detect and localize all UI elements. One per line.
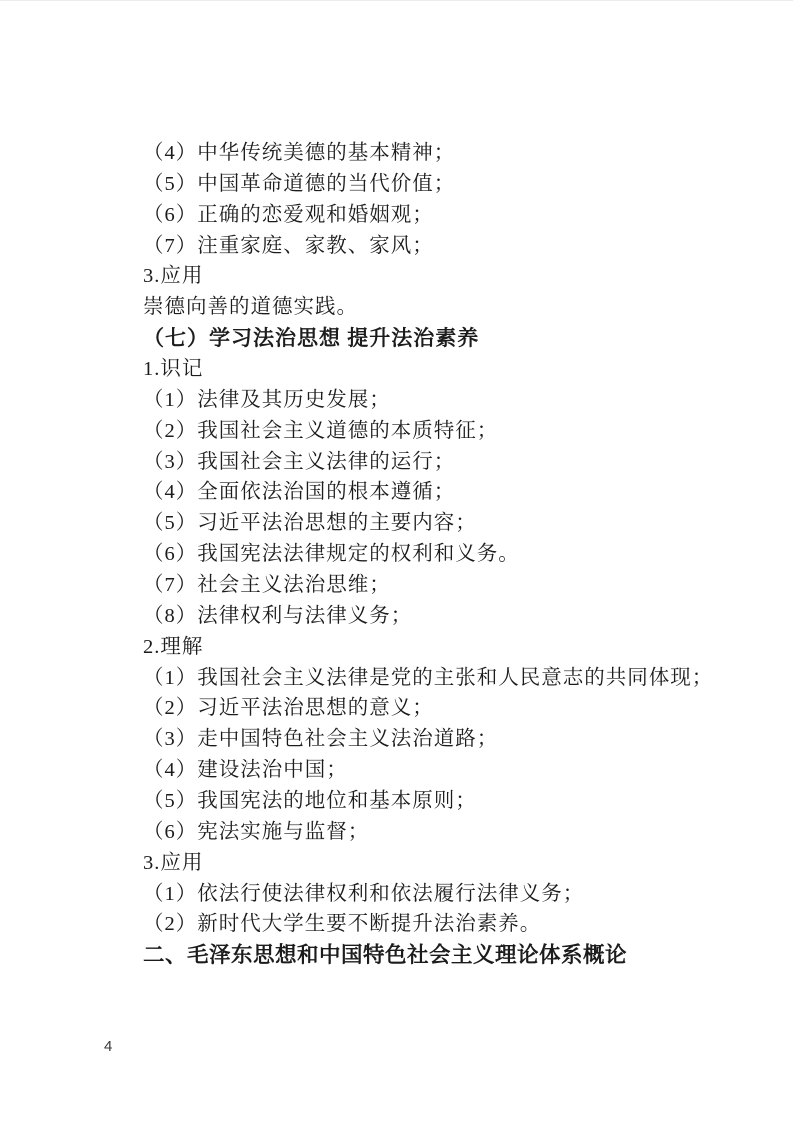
list-item: （2）新时代大学生要不断提升法治素养。: [143, 913, 542, 936]
text-line: 崇德向善的道德实践。: [143, 296, 358, 319]
list-item: （5）习近平法治思想的主要内容；: [143, 512, 477, 535]
subsection-heading: （七）学习法治思想 提升法治素养: [143, 326, 480, 351]
list-item: （8）法律权利与法律义务；: [143, 604, 413, 627]
list-item: （2）习近平法治思想的意义；: [143, 697, 434, 720]
list-item: （4）全面依法治国的根本遵循；: [143, 481, 456, 504]
list-item: （6）正确的恋爱观和婚姻观；: [143, 203, 434, 226]
list-item: （1）我国社会主义法律是党的主张和人民意志的共同体现；: [143, 666, 714, 689]
list-item: 1.识记: [143, 358, 204, 381]
list-item: （4）建设法治中国；: [143, 759, 348, 782]
list-item: （3）走中国特色社会主义法治道路；: [143, 728, 499, 751]
list-item: （7）社会主义法治思维；: [143, 574, 391, 597]
page-number: 4: [104, 1038, 113, 1055]
list-item: （5）我国宪法的地位和基本原则；: [143, 790, 477, 813]
list-item: （1）法律及其历史发展；: [143, 388, 391, 411]
list-item: （4）中华传统美德的基本精神；: [143, 142, 456, 164]
list-item: （6）宪法实施与监督；: [143, 820, 370, 843]
section-heading: 二、毛泽东思想和中国特色社会主义理论体系概论: [143, 943, 628, 968]
list-item: （3）我国社会主义法律的运行；: [143, 450, 456, 473]
list-item: 3.应用: [143, 265, 204, 288]
list-item: （1）依法行使法律权利和依法履行法律义务；: [143, 882, 585, 905]
document-body: [143, 138, 753, 971]
list-item: （6）我国宪法法律规定的权利和义务。: [143, 543, 520, 566]
list-item: 3.应用: [143, 851, 204, 874]
list-item: （7）注重家庭、家教、家风；: [143, 234, 434, 257]
list-item: （5）中国革命道德的当代价值；: [143, 172, 456, 195]
list-item: （2）我国社会主义道德的本质特征；: [143, 419, 499, 442]
list-item: 2.理解: [143, 635, 204, 658]
